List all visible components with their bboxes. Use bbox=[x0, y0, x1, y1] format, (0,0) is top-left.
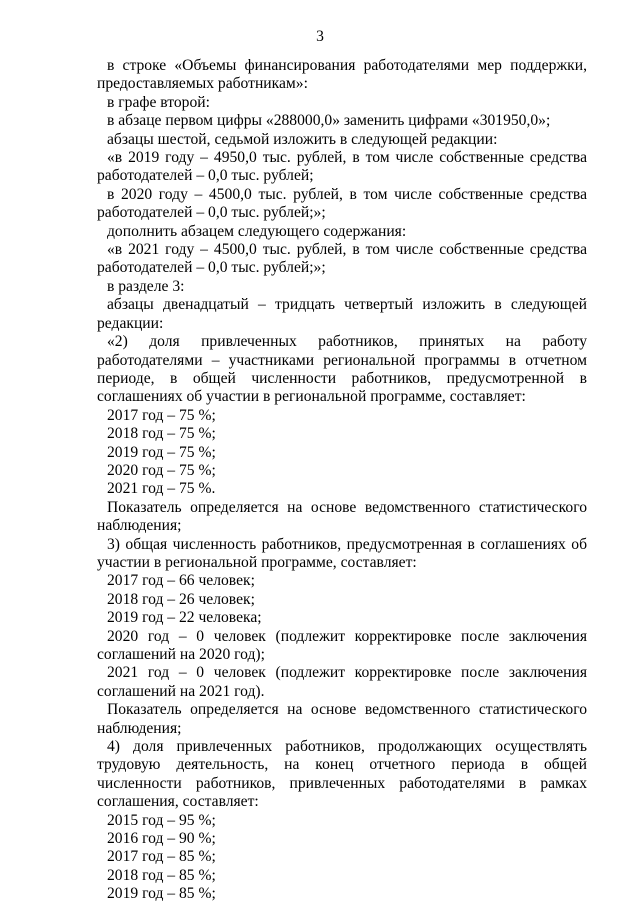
paragraph-p4: абзацы шестой, седьмой изложить в следующей редакции: bbox=[107, 130, 498, 148]
paragraph-p28: 2017 год – 85 %; bbox=[107, 848, 216, 866]
document-body bbox=[97, 57, 587, 904]
paragraph-p24: Показатель определяется на основе ведомственного статистического наблюдения; bbox=[97, 701, 587, 737]
paragraph-p17: Показатель определяется на основе ведомственного статистического наблюдения; bbox=[97, 498, 587, 535]
paragraph-p7: дополнить абзацем следующего содержания: bbox=[107, 222, 407, 240]
paragraph-p1: в строке «Объемы финансирования работодателями мер поддержки, предоставляемых работникам»: bbox=[97, 57, 587, 93]
paragraph-p3: в абзаце первом цифры «288000,0» заменить цифрами «301950,0»; bbox=[107, 112, 551, 130]
paragraph-p2: в графе второй: bbox=[107, 93, 210, 111]
paragraph-p16: 2021 год – 75 %. bbox=[107, 480, 216, 498]
paragraph-p19: 2017 год – 66 человек; bbox=[107, 572, 255, 590]
paragraph-p30: 2019 год – 85 %; bbox=[107, 885, 216, 903]
paragraph-p26: 2015 год – 95 %; bbox=[107, 811, 216, 829]
paragraph-p9: в разделе 3: bbox=[107, 277, 185, 295]
paragraph-p8: «в 2021 году – 4500,0 тыс. рублей, в том числе собственные средства работодателей – 0,0 тыс. рублей;»; bbox=[97, 241, 587, 277]
paragraph-p23: 2021 год – 0 человек (подлежит корректировке после заключения соглашений на 2021 год). bbox=[97, 664, 587, 700]
paragraph-p10: абзацы двенадцатый – тридцать четвертый изложить в следующей редакции: bbox=[97, 296, 587, 332]
paragraph-p25: 4) доля привлеченных работников, продолжающих осуществлять трудовую деятельность, на конец отчетного периода в общей численности работников, привлеченных работодателями в рамках соглашения, составляет: bbox=[97, 738, 587, 811]
paragraph-p18: 3) общая численность работников, предусмотренная в соглашениях об участии в региональной программе, составляет: bbox=[97, 535, 587, 571]
paragraph-p21: 2019 год – 22 человека; bbox=[107, 609, 262, 627]
paragraph-p6: в 2020 году – 4500,0 тыс. рублей, в том числе собственные средства работодателей – 0,0 тыс. рублей;»; bbox=[97, 185, 587, 222]
page-number: 3 bbox=[316, 28, 324, 45]
paragraph-p5: «в 2019 году – 4950,0 тыс. рублей, в том числе собственные средства работодателей – 0,0 тыс. рублей; bbox=[97, 149, 587, 185]
paragraph-p12: 2017 год – 75 %; bbox=[107, 406, 216, 424]
paragraph-p14: 2019 год – 75 %; bbox=[107, 443, 216, 461]
paragraph-p27: 2016 год – 90 %; bbox=[107, 830, 216, 848]
paragraph-p11: «2) доля привлеченных работников, принятых на работу работодателями – участниками региональной программы в отчетном периоде, в общей численности работников, предусмотренной в соглашениях об участии в региональной программе, составляет: bbox=[97, 333, 587, 406]
paragraph-p29: 2018 год – 85 %; bbox=[107, 866, 216, 884]
paragraph-p22: 2020 год – 0 человек (подлежит корректировке после заключения соглашений на 2020 год); bbox=[97, 627, 587, 663]
paragraph-p20: 2018 год – 26 человек; bbox=[107, 590, 255, 608]
paragraph-p13: 2018 год – 75 %; bbox=[107, 425, 216, 443]
paragraph-p15: 2020 год – 75 %; bbox=[107, 461, 216, 479]
